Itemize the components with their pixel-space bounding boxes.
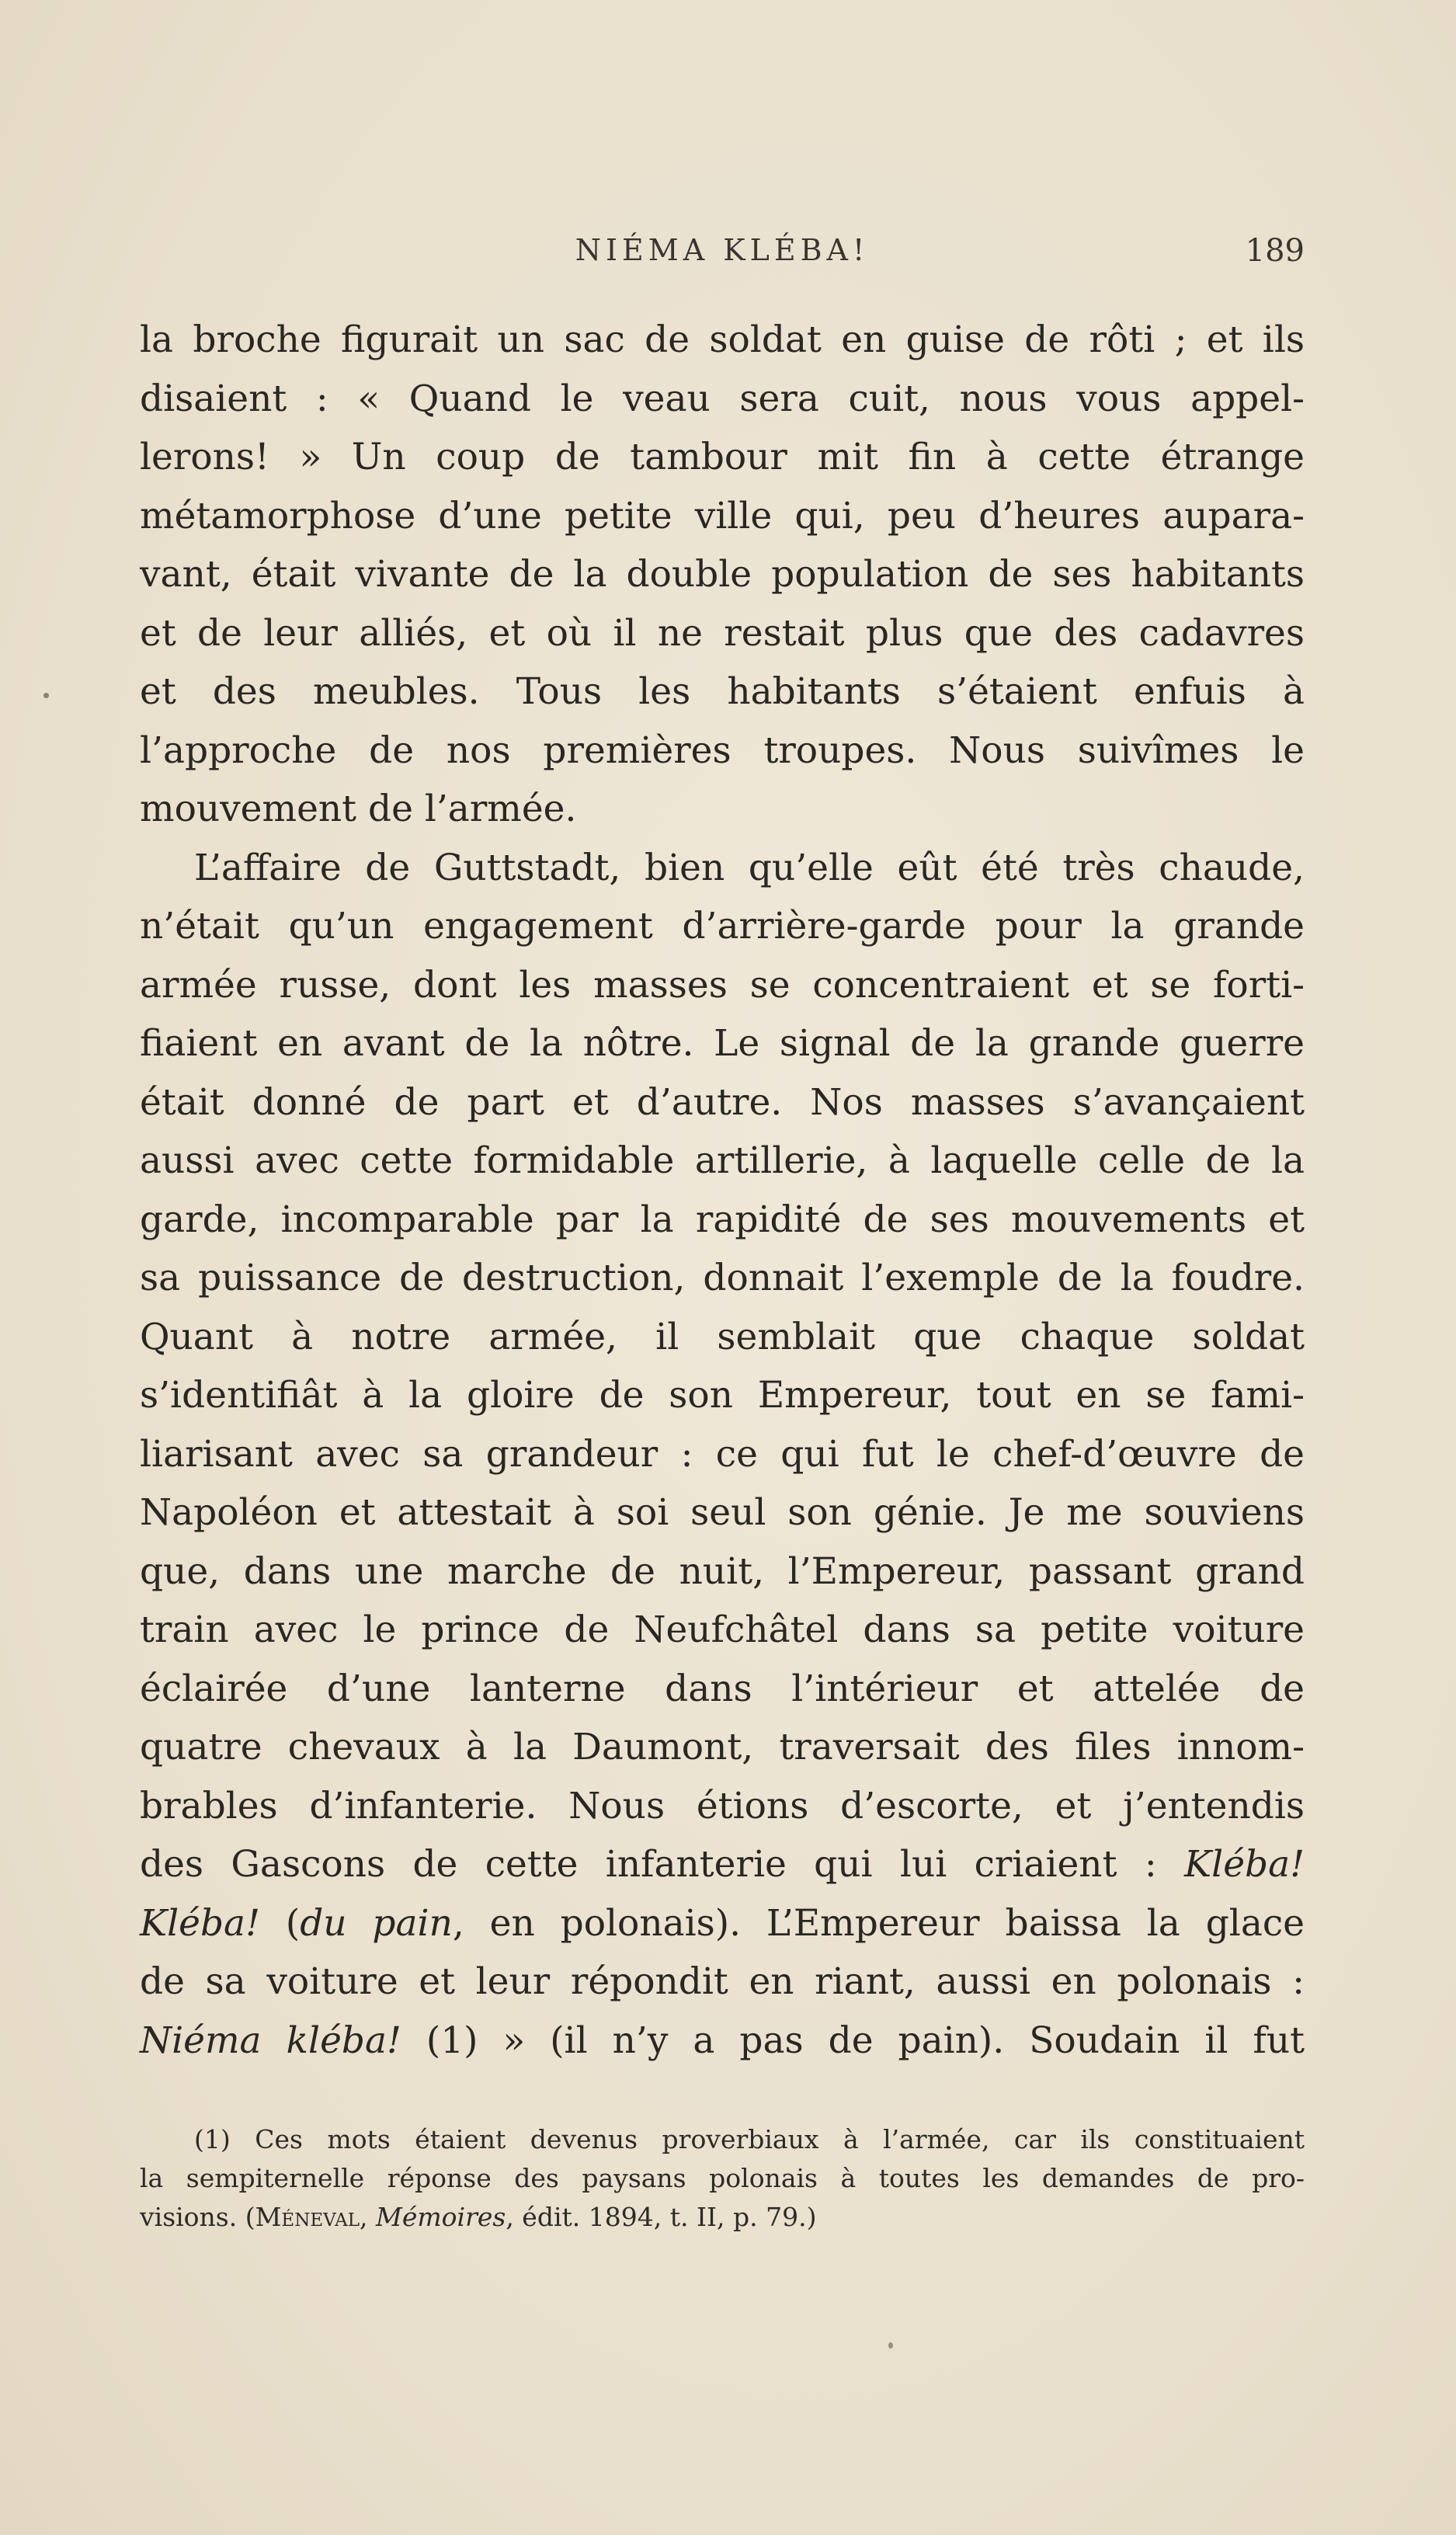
- text-line: sa puissance de destruction, donnait l’exemple de la foudre.: [140, 1257, 1305, 1299]
- paper-speck: [43, 693, 49, 698]
- text-line: [140, 1835, 1305, 1894]
- author-name: Méneval: [255, 2202, 360, 2232]
- footnote: [140, 2120, 1305, 2237]
- text-line: et des meubles. Tous les habitants s’étaient enfuis à: [140, 670, 1305, 713]
- text-line: l’approche de nos premières troupes. Nous suivîmes le: [140, 729, 1305, 772]
- page-header: [140, 233, 1305, 280]
- running-title: NIÉMA KLÉBA!: [575, 233, 870, 267]
- text-segment: (1) » (il n’y a pas de pain). Soudain il fut: [401, 2019, 1305, 2062]
- text-line: train avec le prince de Neufchâtel dans sa petite voiture: [140, 1608, 1305, 1651]
- text-line: la broche figurait un sac de soldat en guise de rôti ; et ils: [140, 318, 1305, 361]
- text-segment: (: [285, 1901, 301, 1945]
- work-title: Mémoires: [376, 2202, 506, 2232]
- text-line: fiaient en avant de la nôtre. Le signal de la grande guerre: [140, 1022, 1305, 1065]
- text-line: et de leur alliés, et où il ne restait plus que des cadavres: [140, 611, 1305, 655]
- text-line: Napoléon et attestait à soi seul son génie. Je me souviens: [140, 1491, 1305, 1534]
- paper-speck: [888, 2342, 893, 2349]
- text-line: liarisant avec sa grandeur : ce qui fut le chef-d’œuvre de: [140, 1432, 1305, 1476]
- body-text: [140, 311, 1305, 2070]
- paragraph-end-line: mouvement de l’armée.: [140, 788, 577, 830]
- italic-phrase: Niéma kléba!: [140, 2019, 401, 2062]
- text-line: de sa voiture et leur répondit en riant, aussi en polonais :: [140, 1960, 1305, 2003]
- text-line: aussi avec cette formidable artillerie, à laquelle celle de la: [140, 1139, 1305, 1182]
- text-line: armée russe, dont les masses se concentraient et se forti-: [140, 963, 1305, 1007]
- footnote-line: (1) Ces mots étaient devenus proverbiaux à l’armée, car ils constituaient: [194, 2124, 1305, 2154]
- text-line: [140, 2012, 1305, 2071]
- text-line: garde, incomparable par la rapidité de ses mouvements et: [140, 1198, 1305, 1241]
- text-line: quatre chevaux à la Daumont, traversait des files innom-: [140, 1726, 1305, 1768]
- footnote-line: [140, 2198, 1305, 2237]
- text-line: Quant à notre armée, il semblait que chaque soldat: [140, 1315, 1305, 1358]
- text-line: vant, était vivante de la double population de ses habitants: [140, 553, 1305, 596]
- text-line: brables d’infanterie. Nous étions d’escorte, et j’entendis: [140, 1784, 1305, 1827]
- text-line: que, dans une marche de nuit, l’Empereur, passant grand: [140, 1549, 1305, 1593]
- text-line: [140, 1894, 1305, 1953]
- text-segment: des Gascons de cette infanterie qui lui criaient :: [140, 1843, 1157, 1886]
- text-line: n’était qu’un engagement d’arrière-garde pour la grande: [140, 905, 1305, 948]
- italic-phrase: Kléba!: [140, 1901, 260, 1945]
- text-segment: ,: [360, 2202, 377, 2232]
- text-line: éclairée d’une lanterne dans l’intérieur et attelée de: [140, 1667, 1305, 1710]
- paragraph-start-line: L’affaire de Guttstadt, bien qu’elle eût été très chaude,: [194, 846, 1305, 889]
- text-line: s’identifiât à la gloire de son Empereur, tout en se fami-: [140, 1374, 1305, 1417]
- text-line: métamorphose d’une petite ville qui, peu d’heures aupara-: [140, 494, 1305, 537]
- text-segment: visions. (: [140, 2202, 255, 2232]
- text-line: lerons! » Un coup de tambour mit fin à cette étrange: [140, 436, 1305, 478]
- text-segment: , en polonais). L’Empereur baissa la glace: [452, 1901, 1305, 1945]
- text-line: était donné de part et d’autre. Nos masses s’avançaient: [140, 1080, 1305, 1124]
- page-number: 189: [1245, 233, 1305, 269]
- text-line: disaient : « Quand le veau sera cuit, nous vous appel-: [140, 377, 1305, 420]
- italic-phrase: du pain: [300, 1901, 453, 1945]
- italic-phrase: Kléba!: [1184, 1843, 1305, 1886]
- text-segment: , édit. 1894, t. II, p. 79.): [506, 2202, 817, 2232]
- footnote-line: la sempiternelle réponse des paysans polonais à toutes les demandes de pro-: [140, 2163, 1305, 2193]
